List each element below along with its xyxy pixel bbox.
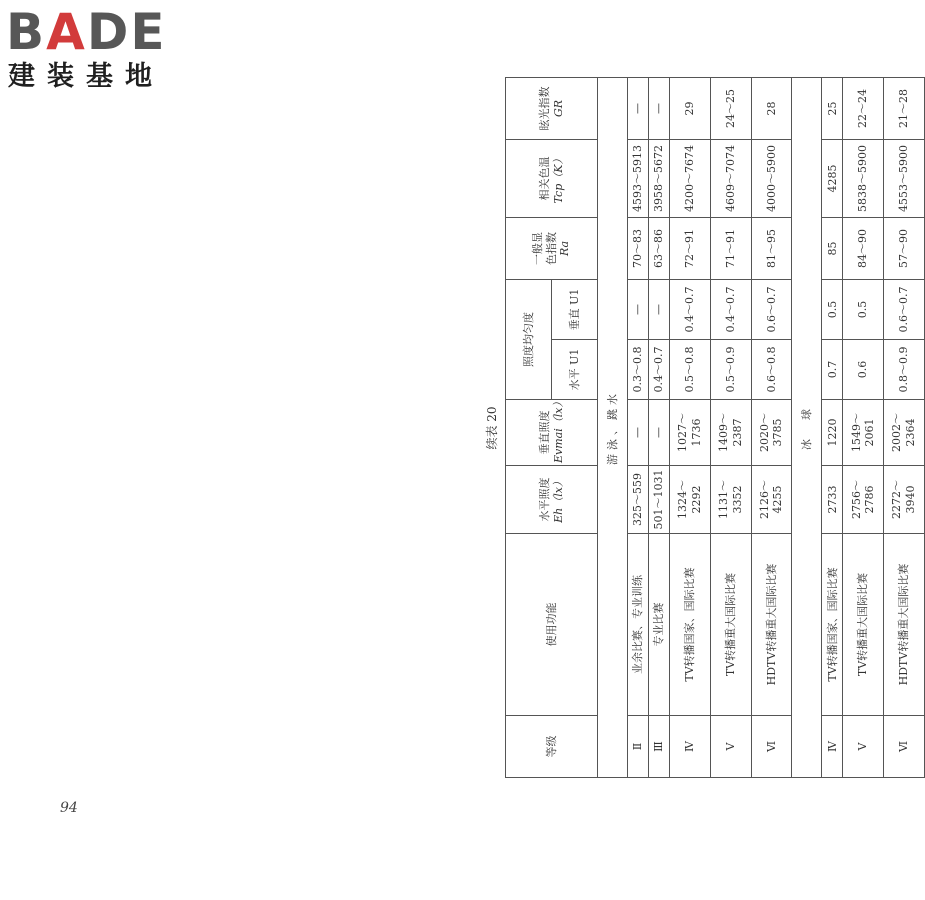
cell-ev: 1549～2061 xyxy=(843,400,884,466)
logo-subtitle: 建装基地 xyxy=(8,61,164,92)
cell-tcp: 4593～5913 xyxy=(628,140,649,218)
table-row xyxy=(628,78,649,778)
lighting-table xyxy=(505,77,925,778)
cell-eh: 325～559 xyxy=(628,466,649,534)
cell-u1v: 0.4～0.7 xyxy=(670,280,711,340)
cell-u1h: 0.7 xyxy=(822,340,843,400)
table-row xyxy=(649,78,670,778)
cell-u1v: 0.5 xyxy=(822,280,843,340)
cell-gr: 24～25 xyxy=(710,78,751,140)
table-body xyxy=(598,78,925,778)
cell-ev: 1027～1736 xyxy=(670,400,711,466)
header-tcp-line1: 相关色温 xyxy=(537,156,551,201)
cell-function: TV转播重大国际比赛 xyxy=(843,534,884,716)
cell-gr: — xyxy=(628,78,649,140)
header-eh-line2: Eh（lx） xyxy=(551,476,565,523)
header-ra-line2: 色指数 xyxy=(544,232,558,265)
cell-eh: 1131～3352 xyxy=(710,466,751,534)
cell-ra: 63～86 xyxy=(649,218,670,280)
cell-function: 专业比赛 xyxy=(649,534,670,716)
table-row xyxy=(670,78,711,778)
table-row xyxy=(884,78,925,778)
cell-ev: 2002～2364 xyxy=(884,400,925,466)
header-uniformity: 照度均匀度 xyxy=(506,280,552,400)
cell-ra: 85 xyxy=(822,218,843,280)
cell-function: TV转播国家、国际比赛 xyxy=(822,534,843,716)
cell-eh: 2756～2786 xyxy=(843,466,884,534)
cell-u1h: 0.5～0.8 xyxy=(670,340,711,400)
cell-function: TV转播国家、国际比赛 xyxy=(670,534,711,716)
header-u1-vertical: 垂直 U1 xyxy=(552,280,598,340)
header-gr-line1: 眩光指数 xyxy=(537,86,551,131)
cell-u1h: 0.5～0.9 xyxy=(710,340,751,400)
cell-ev: 1220 xyxy=(822,400,843,466)
page-number: 94 xyxy=(60,800,78,816)
table-row xyxy=(710,78,751,778)
header-ra-line1: 一般显 xyxy=(530,232,544,265)
header-function: 使用功能 xyxy=(506,534,598,716)
cell-ra: 84～90 xyxy=(843,218,884,280)
cell-gr: — xyxy=(649,78,670,140)
cell-ev: — xyxy=(628,400,649,466)
cell-tcp: 4553～5900 xyxy=(884,140,925,218)
logo xyxy=(6,4,178,96)
cell-grade: Ⅳ xyxy=(670,716,711,778)
cell-ra: 70～83 xyxy=(628,218,649,280)
cell-function: TV转播重大国际比赛 xyxy=(710,534,751,716)
cell-grade: Ⅳ xyxy=(822,716,843,778)
cell-tcp: 4000～5900 xyxy=(751,140,792,218)
cell-grade: Ⅵ xyxy=(884,716,925,778)
cell-ev: — xyxy=(649,400,670,466)
cell-eh: 2272～3940 xyxy=(884,466,925,534)
cell-eh: 2126～4255 xyxy=(751,466,792,534)
cell-ra: 81～95 xyxy=(751,218,792,280)
table-row xyxy=(843,78,884,778)
cell-eh: 501～1031 xyxy=(649,466,670,534)
cell-tcp: 4285 xyxy=(822,140,843,218)
cell-u1h: 0.6 xyxy=(843,340,884,400)
section-title: 游泳、跳水 xyxy=(598,78,628,778)
cell-grade: Ⅲ xyxy=(649,716,670,778)
section-row xyxy=(792,78,822,778)
cell-u1v: — xyxy=(649,280,670,340)
cell-gr: 29 xyxy=(670,78,711,140)
cell-u1v: 0.5 xyxy=(843,280,884,340)
cell-function: HDTV转播重大国际比赛 xyxy=(751,534,792,716)
header-ra-line3: Ra xyxy=(558,240,572,257)
cell-grade: Ⅴ xyxy=(710,716,751,778)
header-eh xyxy=(506,466,598,534)
header-eh-line1: 水平照度 xyxy=(537,477,551,522)
header-ra xyxy=(506,218,598,280)
cell-tcp: 5838～5900 xyxy=(843,140,884,218)
logo-brand-text: BADE xyxy=(6,3,167,61)
cell-tcp: 4200～7674 xyxy=(670,140,711,218)
cell-ev: 1409～2387 xyxy=(710,400,751,466)
rotated-table-page xyxy=(485,78,925,778)
cell-u1h: 0.8～0.9 xyxy=(884,340,925,400)
header-u1-horizontal: 水平 U1 xyxy=(552,340,598,400)
table-caption: 续表 20 xyxy=(485,406,499,450)
section-title: 冰 球 xyxy=(792,78,822,778)
cell-tcp: 3958～5672 xyxy=(649,140,670,218)
cell-grade: Ⅴ xyxy=(843,716,884,778)
cell-u1v: 0.6～0.7 xyxy=(884,280,925,340)
cell-u1h: 0.6～0.8 xyxy=(751,340,792,400)
logo-brand xyxy=(6,4,167,60)
cell-ra: 71～91 xyxy=(710,218,751,280)
cell-u1v: — xyxy=(628,280,649,340)
cell-eh: 2733 xyxy=(822,466,843,534)
cell-grade: Ⅱ xyxy=(628,716,649,778)
cell-tcp: 4609～7074 xyxy=(710,140,751,218)
cell-gr: 22～24 xyxy=(843,78,884,140)
header-tcp-line2: Tcp（K） xyxy=(551,153,565,204)
header-gr xyxy=(506,78,598,140)
header-grade: 等级 xyxy=(506,716,598,778)
cell-function: 业余比赛、专业训练 xyxy=(628,534,649,716)
table-row xyxy=(822,78,843,778)
header-ev xyxy=(506,396,598,466)
cell-ev: 2020～3785 xyxy=(751,400,792,466)
cell-grade: Ⅵ xyxy=(751,716,792,778)
cell-eh: 1324～2292 xyxy=(670,466,711,534)
cell-u1h: 0.4～0.7 xyxy=(649,340,670,400)
cell-ra: 57～90 xyxy=(884,218,925,280)
cell-gr: 25 xyxy=(822,78,843,140)
cell-ra: 72～91 xyxy=(670,218,711,280)
cell-gr: 28 xyxy=(751,78,792,140)
header-ev-line2: Evmai（lx） xyxy=(551,396,565,463)
cell-function: HDTV转播重大国际比赛 xyxy=(884,534,925,716)
header-gr-line2: GR xyxy=(551,99,565,118)
table-row xyxy=(751,78,792,778)
header-tcp xyxy=(506,140,598,218)
cell-u1h: 0.3～0.8 xyxy=(628,340,649,400)
cell-gr: 21～28 xyxy=(884,78,925,140)
cell-u1v: 0.4～0.7 xyxy=(710,280,751,340)
section-row xyxy=(598,78,628,778)
header-ev-line1: 垂直照度 xyxy=(537,410,551,455)
cell-u1v: 0.6～0.7 xyxy=(751,280,792,340)
